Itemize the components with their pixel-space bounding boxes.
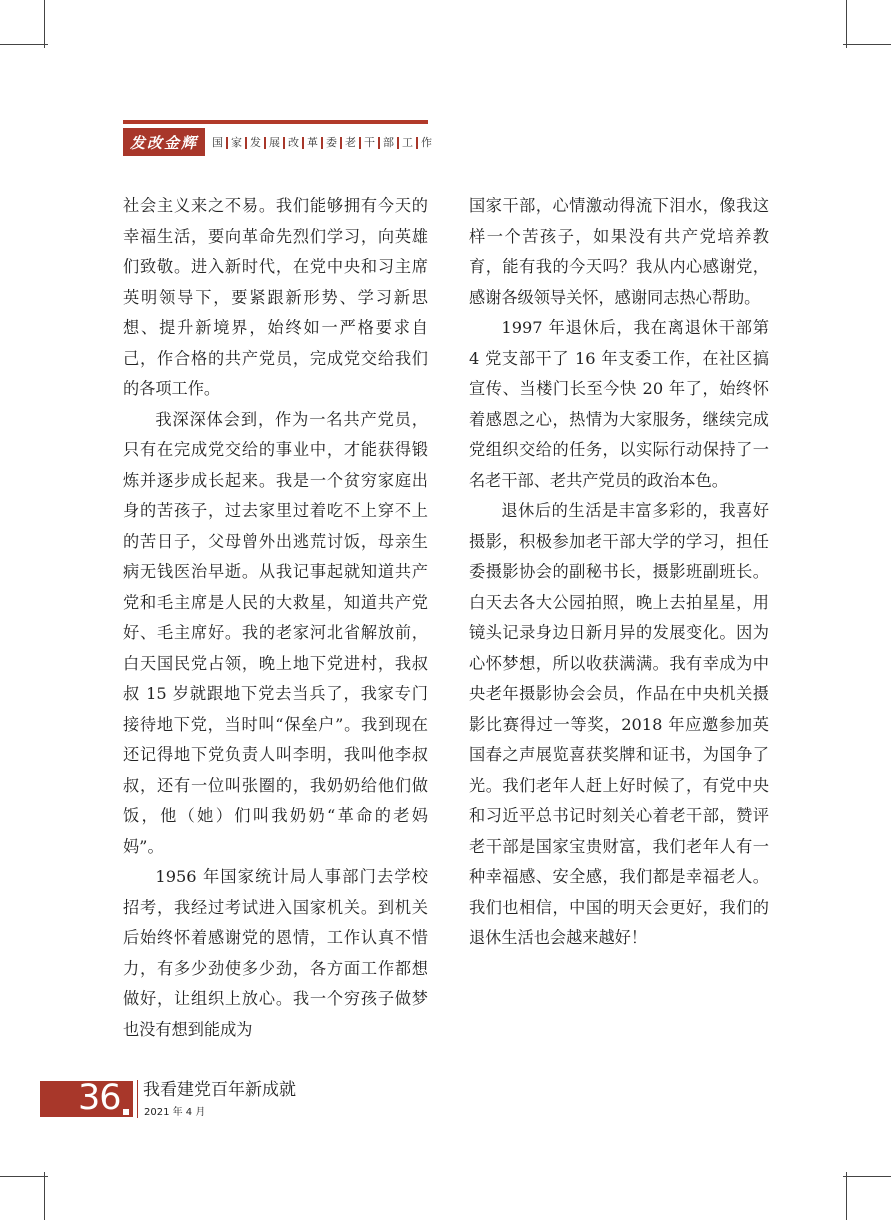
crop-mark [44, 0, 45, 48]
footer-divider [137, 1080, 138, 1118]
org-name-char: 展 [264, 137, 283, 149]
page-number: 36 [78, 1078, 121, 1118]
org-name-char: 部 [378, 137, 397, 149]
org-name-char: 发 [245, 137, 264, 149]
crop-mark [0, 1176, 48, 1177]
left-column [123, 191, 428, 1045]
org-name-char: 作 [416, 137, 435, 149]
crop-mark [846, 1172, 847, 1220]
org-name-strip [212, 133, 435, 153]
right-column [469, 191, 769, 954]
page-number-dot [123, 1109, 129, 1115]
magazine-title: 我看建党百年新成就 [143, 1080, 296, 1100]
crop-mark [843, 1176, 891, 1177]
org-name-char: 工 [397, 137, 416, 149]
org-name-char: 老 [340, 137, 359, 149]
org-name-char: 革 [302, 137, 321, 149]
paragraph: 1956 年国家统计局人事部门去学校招考，我经过考试进入国家机关。到机关后始终怀着感谢党的恩情，工作认真不惜力，有多少劲使多少劲，各方面工作都想做好，让组织上放心。我一个穷孩子做梦也没有想到能成为 [123, 867, 428, 1039]
org-name-char: 家 [226, 137, 245, 149]
crop-mark [0, 44, 48, 45]
paragraph: 退休后的生活是丰富多彩的，我喜好摄影，积极参加老干部大学的学习，担任委摄影协会的副秘书长，摄影班副班长。白天去各大公园拍照，晚上去拍星星，用镜头记录身边日新月异的发展变化。因为心怀梦想，所以收获满满。我有幸成为中央老年摄影协会会员，作品在中央机关摄影比赛得过一等奖，2018 年应邀参加英国春之声展览喜获奖牌和证书，为国争了光。我们老年人赶上好时候了，有党中央和习近平总书记时刻关心着老干部，赞评老干部是国家宝贵财富，我们老年人有一种幸福感、安全感，我们都是幸福老人。我们也相信，中国的明天会更好，我们的退休生活也会越来越好！ [469, 501, 769, 947]
org-name-char: 改 [283, 137, 302, 149]
paragraph: 1997 年退休后，我在离退休干部第 4 党支部干了 16 年支委工作，在社区搞宣传、当楼门长至今快 20 年了，始终怀着感恩之心，热情为大家服务，继续完成党组织交给的任务，以实际行动保持了一名老干部、老共产党员的政治本色。 [469, 318, 769, 490]
paragraph: 社会主义来之不易。我们能够拥有今天的幸福生活，要向革命先烈们学习，向英雄们致敬。进入新时代，在党中央和习主席英明领导下，要紧跟新形势、学习新思想、提升新境界，始终如一严格要求自己，作合格的共产党员，完成党交给我们的各项工作。 [123, 196, 428, 398]
paragraph: 国家干部，心情激动得流下泪水，像我这样一个苦孩子，如果没有共产党培养教育，能有我的今天吗？我从内心感谢党，感谢各级领导关怀，感谢同志热心帮助。 [469, 196, 769, 307]
org-name-char: 国 [212, 136, 223, 149]
paragraph: 我深深体会到，作为一名共产党员，只有在完成党交给的事业中，才能获得锻炼并逐步成长起来。我是一个贫穷家庭出身的苦孩子，过去家里过着吃不上穿不上的苦日子，父母曾外出逃荒讨饭，母亲生病无钱医治早逝。从我记事起就知道共产党和毛主席是人民的大救星，知道共产党好、毛主席好。我的老家河北省解放前，白天国民党占领，晚上地下党进村，我叔叔 15 岁就跟地下党去当兵了，我家专门接待地下党，当时叫“保垒户”。我到现在还记得地下党负责人叫李明，我叫他李叔叔，还有一位叫张圈的，我奶奶给他们做饭，他（她）们叫我奶奶“革命的老妈妈”。 [123, 409, 428, 856]
org-name-char: 干 [359, 137, 378, 149]
org-name-char: 委 [321, 137, 340, 149]
crop-mark [843, 44, 891, 45]
issue-date: 2021 年 4 月 [144, 1107, 206, 1118]
crop-mark [846, 0, 847, 48]
crop-mark [44, 1172, 45, 1220]
section-badge: 发改金辉 [123, 128, 205, 156]
header-rule [123, 120, 428, 124]
